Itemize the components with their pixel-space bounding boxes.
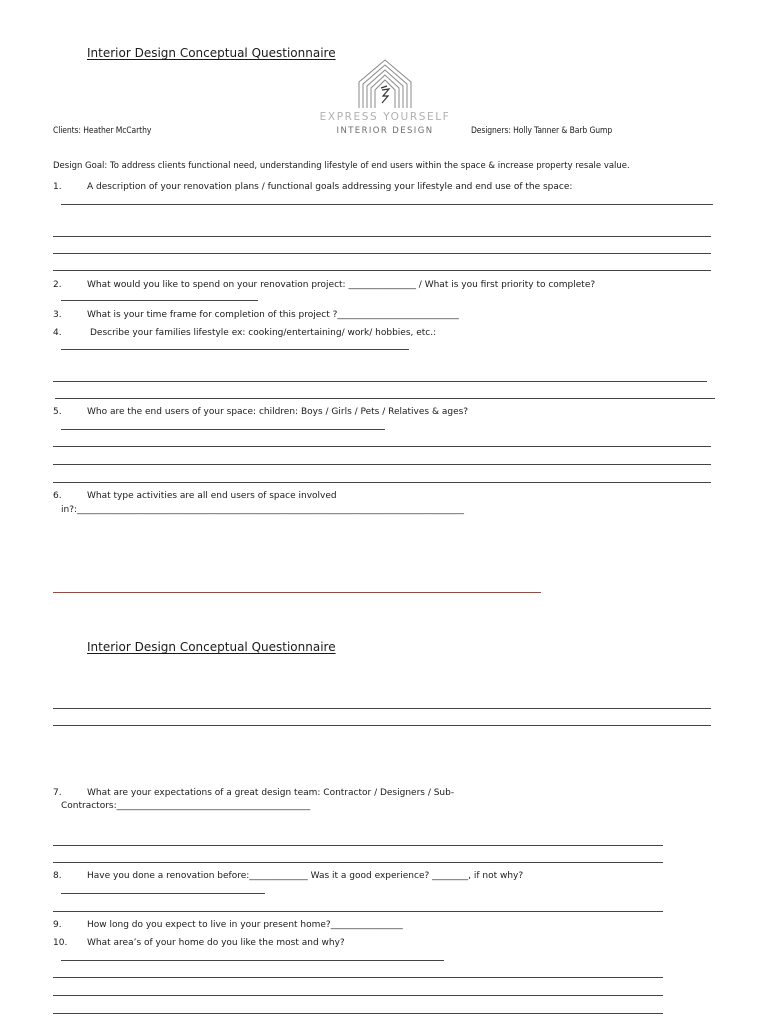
answer-line[interactable] [53, 236, 711, 237]
question-9: How long do you expect to live in your present home?________________ [87, 920, 403, 930]
question-6-continued: in?:______________________________________________________________________________________ [61, 505, 465, 515]
answer-line[interactable] [53, 708, 711, 709]
answer-line[interactable] [61, 960, 444, 961]
answer-line[interactable] [53, 464, 711, 465]
question-number: 4. [53, 328, 62, 338]
answer-line[interactable] [61, 349, 409, 350]
question-8: Have you done a renovation before:_____________ Was it a good experience? ________, if not why? [87, 871, 524, 881]
answer-line[interactable] [53, 995, 663, 996]
answer-line[interactable] [55, 398, 715, 399]
question-5: Who are the end users of your space: children: Boys / Girls / Pets / Relatives & ages? [87, 407, 469, 417]
question-number: 1. [53, 182, 62, 192]
page-2-title: Interior Design Conceptual Questionnaire [87, 640, 336, 654]
answer-line[interactable] [53, 845, 663, 846]
logo-wordmark: EXPRESS YOURSELF [319, 111, 451, 123]
answer-line[interactable] [61, 204, 713, 205]
question-number: 8. [53, 871, 62, 881]
answer-line[interactable] [61, 429, 385, 430]
question-number: 9. [53, 920, 62, 930]
question-6: What type activities are all end users of space involved [87, 491, 337, 501]
answer-line[interactable] [53, 725, 711, 726]
answer-line[interactable] [61, 893, 265, 894]
designers-label: Designers: Holly Tanner & Barb Gump [471, 126, 613, 136]
question-number: 2. [53, 280, 62, 290]
answer-line[interactable] [53, 446, 711, 447]
page-title: Interior Design Conceptual Questionnaire [87, 46, 336, 60]
house-arch-icon [312, 56, 458, 112]
answer-line[interactable] [53, 911, 663, 912]
answer-line[interactable] [53, 1013, 663, 1014]
question-number: 6. [53, 491, 62, 501]
answer-line[interactable] [53, 482, 711, 483]
question-7-continued: Contractors:___________________________________________ [61, 801, 311, 811]
clients-label: Clients: Heather McCarthy [53, 126, 152, 136]
answer-line[interactable] [53, 270, 711, 271]
answer-line[interactable] [53, 381, 707, 382]
answer-line[interactable] [61, 300, 258, 301]
question-10: What area’s of your home do you like the most and why? [87, 938, 345, 948]
company-logo [312, 56, 458, 138]
answer-line[interactable] [53, 977, 663, 978]
question-7: What are your expectations of a great design team: Contractor / Designers / Sub- [87, 788, 455, 798]
question-4: Describe your families lifestyle ex: cooking/entertaining/ work/ hobbies, etc.: [90, 328, 437, 338]
answer-line[interactable] [53, 862, 663, 863]
page-separator [53, 592, 541, 593]
question-1: A description of your renovation plans / functional goals addressing your lifestyle and end use of the space: [87, 182, 573, 192]
question-number: 7. [53, 788, 62, 798]
question-3: What is your time frame for completion of this project ?___________________________ [87, 310, 459, 320]
answer-line[interactable] [53, 253, 711, 254]
question-2: What would you like to spend on your renovation project: _______________ / What is you first priority to complete? [87, 280, 596, 290]
question-number: 5. [53, 407, 62, 417]
question-number: 10. [53, 938, 68, 948]
logo-tagline: INTERIOR DESIGN [336, 126, 434, 136]
question-number: 3. [53, 310, 62, 320]
design-goal: Design Goal: To address clients functional need, understanding lifestyle of end users within the space & increase property resale value. [53, 161, 630, 171]
